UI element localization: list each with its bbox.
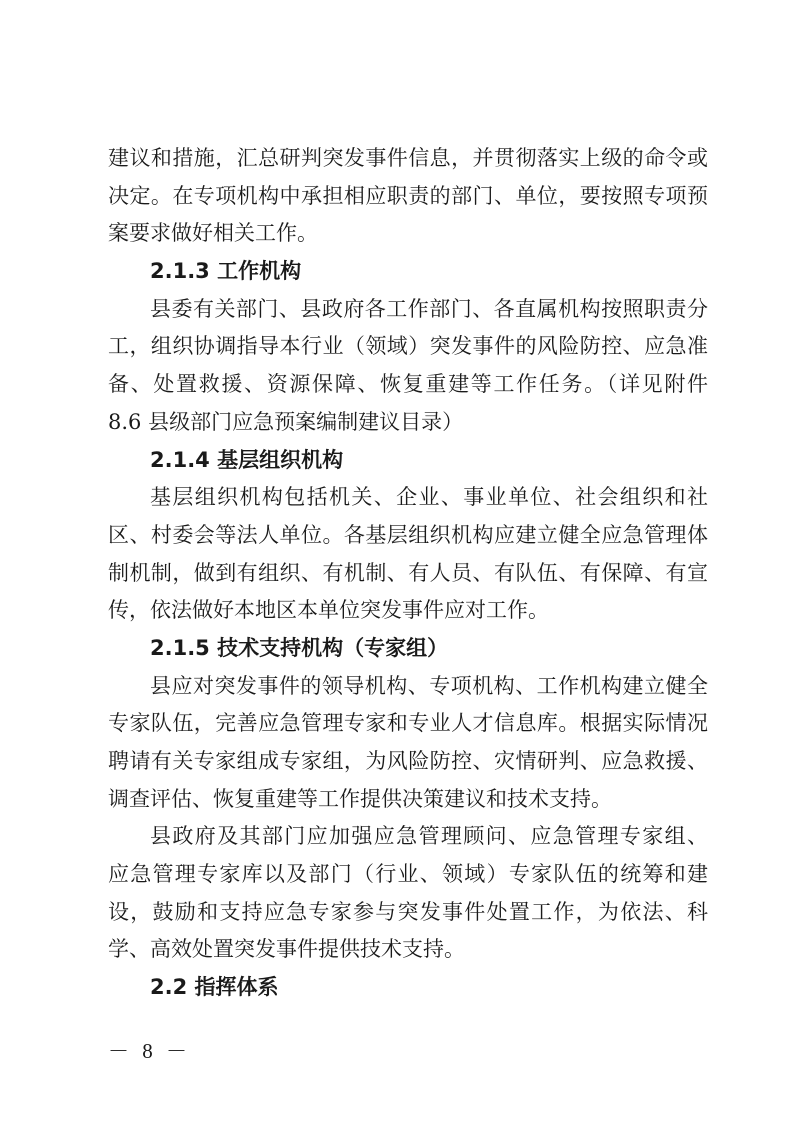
text-line: 基层组织机构包括机关、企业、事业单位、社会组织和社: [150, 485, 708, 510]
text-line: 传，依法做好本地区本单位突发事件应对工作。: [108, 598, 549, 623]
text-line: 区、村委会等法人单位。各基层组织机构应建立健全应急管理体: [108, 522, 708, 547]
text-line: 设，鼓励和支持应急专家参与突发事件处置工作，为依法、科: [108, 899, 708, 924]
section-heading-2-1-5: 2.1.5 技术支持机构（专家组）: [150, 635, 449, 660]
text-line: 决定。在专项机构中承担相应职责的部门、单位，要按照专项预: [108, 183, 708, 208]
paragraph-2-1-5-a: [108, 668, 708, 819]
section-heading-2-1-4: 2.1.4 基层组织机构: [150, 447, 344, 472]
text-line: 调查评估、恢复重建等工作提供决策建议和技术支持。: [108, 786, 612, 811]
text-line: 县应对突发事件的领导机构、专项机构、工作机构建立健全: [150, 673, 708, 698]
continuation-paragraph: [108, 140, 708, 253]
text-line: 应急管理专家库以及部门（行业、领域）专家队伍的统筹和建: [108, 862, 708, 887]
text-line: 案要求做好相关工作。: [108, 221, 318, 246]
text-line: 专家队伍，完善应急管理专家和专业人才信息库。根据实际情况: [108, 711, 708, 736]
text-line: 制机制，做到有组织、有机制、有人员、有队伍、有保障、有宣: [108, 560, 708, 585]
paragraph-2-1-5-b: [108, 818, 708, 969]
text-line: 县委有关部门、县政府各工作部门、各直属机构按照职责分: [150, 296, 708, 321]
page-number: － 8 －: [108, 1039, 191, 1063]
paragraph-2-1-4: [108, 479, 708, 630]
text-line: 8.6 县级部门应急预案编制建议目录）: [108, 409, 464, 434]
text-line: 工，组织协调指导本行业（领域）突发事件的风险防控、应急准: [108, 334, 708, 359]
text-line: 聘请有关专家组成专家组，为风险防控、灾情研判、应急救援、: [108, 749, 708, 773]
text-line: 学、高效处置突发事件提供技术支持。: [108, 937, 465, 962]
text-line: 县政府及其部门应加强应急管理顾问、应急管理专家组、: [150, 824, 708, 849]
page-body: [108, 140, 708, 1007]
paragraph-2-1-3: [108, 291, 708, 442]
section-heading-2-1-3: 2.1.3 工作机构: [150, 259, 302, 284]
section-heading-2-2: 2.2 指挥体系: [150, 975, 279, 1000]
text-line: 备、处置救援、资源保障、恢复重建等工作任务。（详见附件: [108, 372, 708, 397]
text-line: 建议和措施，汇总研判突发事件信息，并贯彻落实上级的命令或: [108, 146, 708, 170]
